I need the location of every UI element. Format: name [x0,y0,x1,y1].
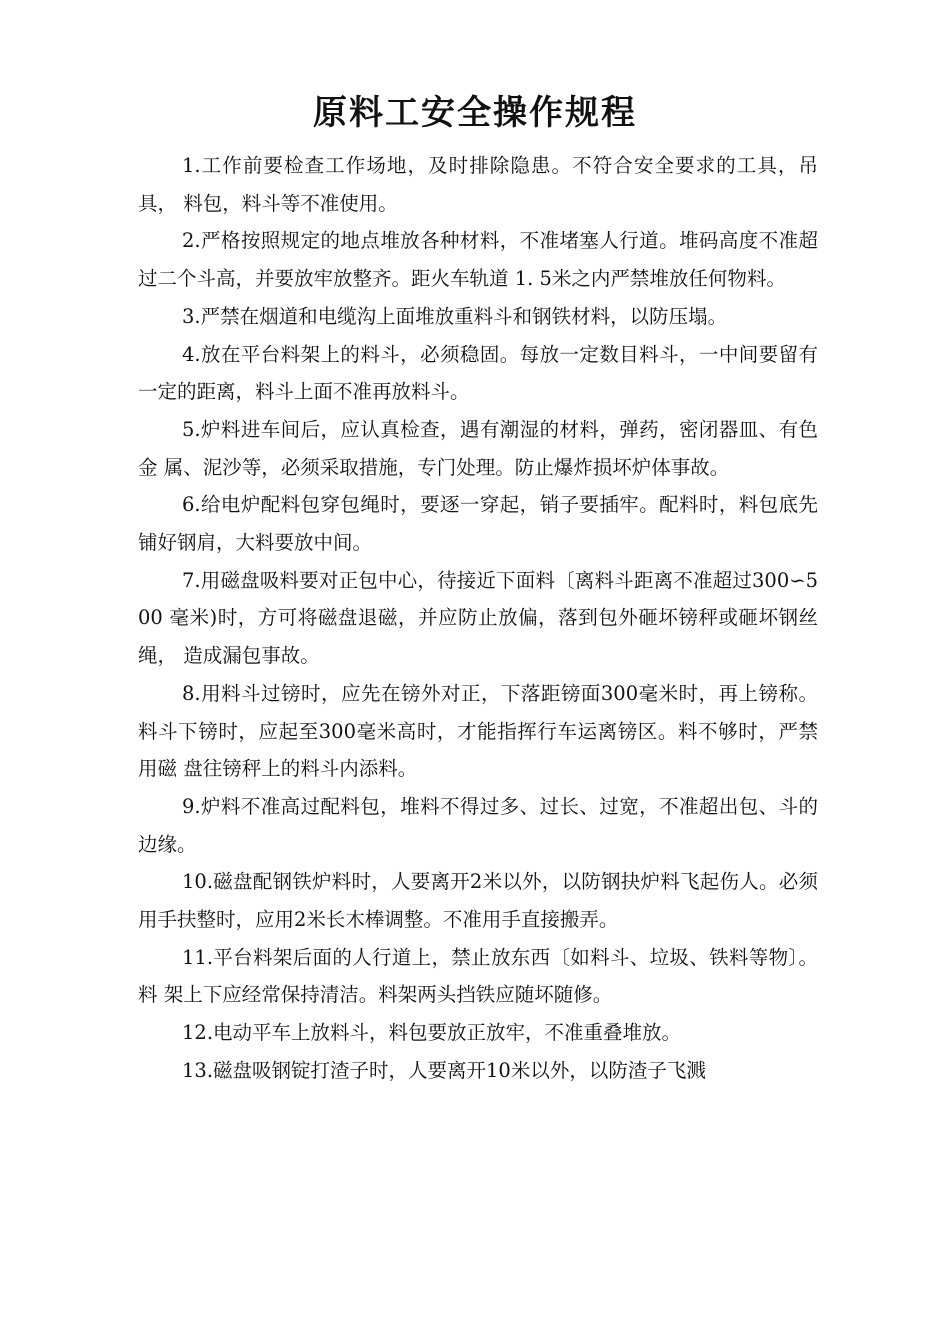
paragraph-3: 3.严禁在烟道和电缆沟上面堆放重料斗和钢铁材料，以防压塌。 [182,304,728,328]
paragraph-13: 13.磁盘吸钢锭打渣子时，人要离开10米以外，以防渣子飞溅 [182,1058,706,1082]
paragraph-7: 7.用磁盘吸料要对正包中心，待接近下面料〔离料斗距离不准超过300∽500 毫米)时，方可将磁盘退磁，并应防止放偏，落到包外砸坏镑秤或砸坏钢丝绳， 造成漏包事故。 [138,568,818,668]
document-body [138,147,818,1090]
paragraph-12: 12.电动平车上放料斗，料包要放正放牢，不准重叠堆放。 [182,1021,682,1045]
paragraph-10: 10.磁盘配钢铁炉料时，人要离开2米以外，以防钢抉炉料飞起伤人。必须 用手扶整时，应用2米长木棒调整。不准用手直接搬弄。 [138,870,818,932]
paragraph-6: 6.给电炉配料包穿包绳时，要逐一穿起，销子要插牢。配料时，料包底先铺好钢肩，大料要放中间。 [138,493,818,555]
document-title: 原料工安全操作规程 [313,93,637,133]
paragraph-4: 4.放在平台料架上的料斗，必须稳固。每放一定数目料斗，一中间要留有一定的距离，料斗上面不准再放料斗。 [138,342,818,404]
paragraph-1: 1.工作前要检查工作场地，及时排除隐患。不符合安全要求的工具，吊具， 料包，料斗等不准使用。 [138,154,818,215]
paragraph-2: 2.严格按照规定的地点堆放各种材料，不准堵塞人行道。堆码高度不准超过二个斗高，并要放牢放整齐。距火车轨道 1. 5米之内严禁堆放任何物料。 [138,229,818,291]
paragraph-9: 9.炉料不准高过配料包，堆料不得过多、过长、过宽，不准超出包、斗的边缘。 [138,794,818,856]
paragraph-8: 8.用料斗过镑时，应先在镑外对正，下落距镑面300毫米时，再上镑称。料斗下镑时，应起至300毫米高时，才能指挥行车运离镑区。料不够时，严禁用磁 盘往镑秤上的料斗内添料。 [138,681,818,781]
paragraph-11: 11.平台料架后面的人行道上，禁止放东西〔如料斗、垃圾、铁料等物〕。料 架上下应经常保持清洁。料架两头挡铁应随坏随修。 [138,945,818,1007]
paragraph-5: 5.炉料进车间后，应认真检查，遇有潮湿的材料，弹药，密闭器皿、有色金 属、泥沙等，必须采取措施，专门处理。防止爆炸损坏炉体事故。 [138,417,818,479]
